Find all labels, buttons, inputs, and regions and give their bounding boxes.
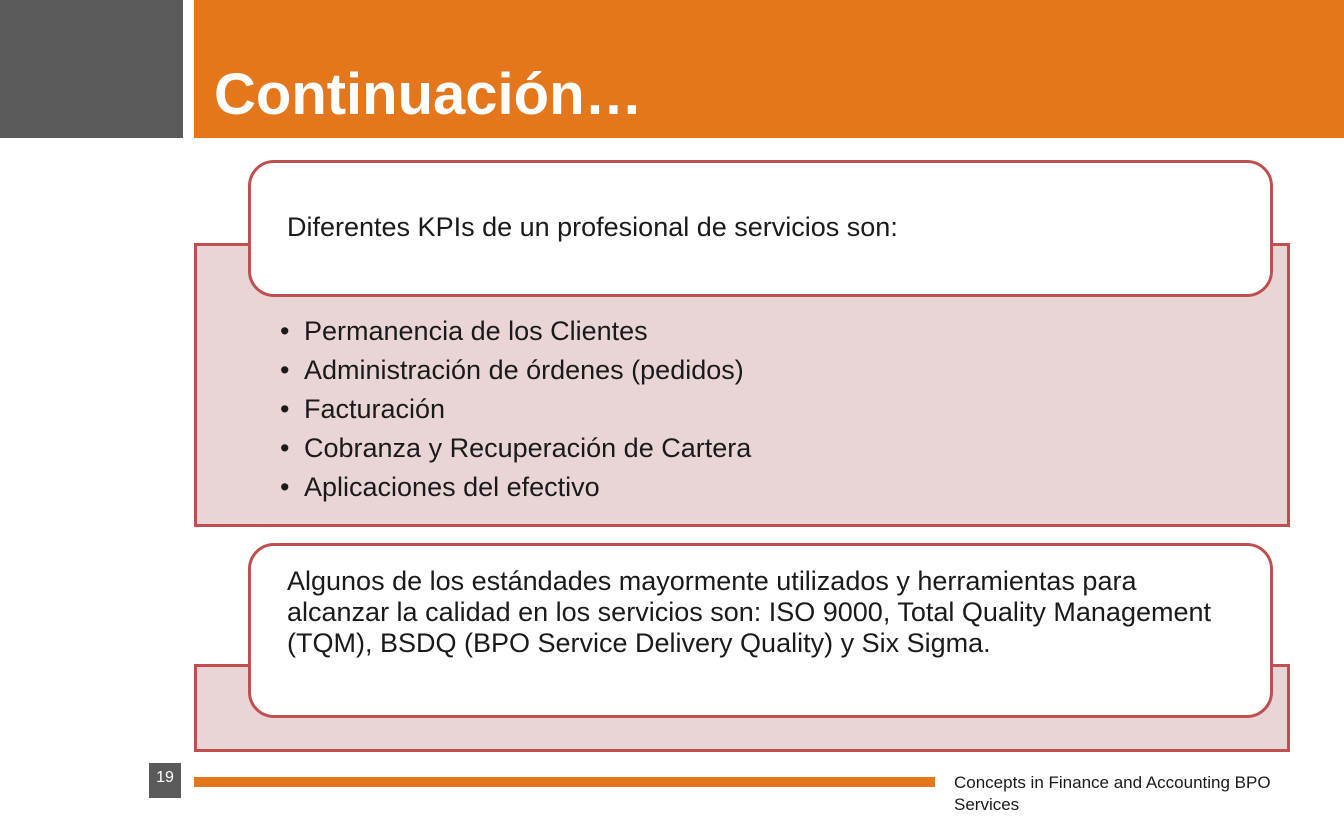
slide-title: Continuación… — [214, 62, 643, 127]
bullet-icon: • — [280, 355, 290, 385]
bullet-icon: • — [280, 433, 290, 463]
kpi-item-label: Facturación — [304, 394, 446, 424]
kpi-item-label: Cobranza y Recuperación de Cartera — [304, 433, 752, 463]
list-item — [280, 312, 751, 351]
page-number: 19 — [149, 763, 181, 798]
list-item — [280, 390, 751, 429]
kpi-item-label: Administración de órdenes (pedidos) — [304, 355, 744, 385]
header-gray-block — [0, 0, 183, 138]
bullet-icon: • — [280, 316, 290, 346]
bullet-icon: • — [280, 394, 290, 424]
footer-bar — [194, 777, 935, 787]
kpi-list — [280, 312, 751, 507]
standards-text: Algunos de los estándades mayormente utilizados y herramientas para alcanzar la calidad en los servicios son: ISO 9000, Total Quality Management (TQM), BSDQ (BPO Service Delivery Quality) y Six Sigma. — [287, 566, 1211, 658]
standards-box — [248, 543, 1273, 718]
footer-text: Concepts in Finance and Accounting BPO Services — [954, 773, 1271, 814]
kpi-item-label: Permanencia de los Clientes — [304, 316, 648, 346]
list-item — [280, 429, 751, 468]
kpi-heading: Diferentes KPIs de un profesional de servicios son: — [287, 212, 898, 242]
bullet-icon: • — [280, 472, 290, 502]
kpi-heading-box — [248, 160, 1273, 297]
list-item — [280, 351, 751, 390]
kpi-item-label: Aplicaciones del efectivo — [304, 472, 600, 502]
list-item — [280, 468, 751, 507]
